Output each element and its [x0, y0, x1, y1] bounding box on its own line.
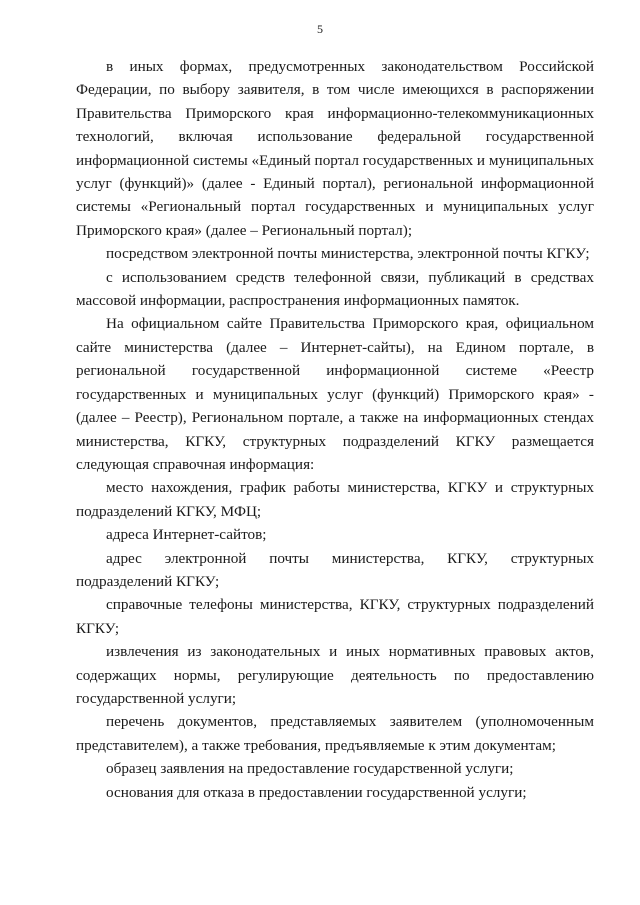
paragraph-document-list: перечень документов, представляемых заявителем (уполномоченным представителем), а также требования, предъявляемые к этим документам; — [76, 713, 594, 754]
paragraph-site-addresses: адреса Интернет-сайтов; — [106, 526, 267, 544]
paragraph-official-sites: На официальном сайте Правительства Приморского края, официальном сайте министерства (далее – Интернет-сайты), на Едином портале, в региональной государственной информационной системе «Реестр государственных и муниципальных услуг (функций) Приморского края» - (далее – Реестр), Региональном портале, а также на информационных стендах министерства, КГКУ, структурных подразделений КГКУ размещается следующая справочная информация: — [76, 315, 594, 473]
paragraph-legal-extracts: извлечения из законодательных и иных нормативных правовых актов, содержащих нормы, регулирующие деятельность по предоставлению государственной услуги; — [76, 643, 594, 707]
paragraph-location-schedule: место нахождения, график работы министерства, КГКУ и структурных подразделений КГКУ, МФЦ; — [76, 479, 594, 520]
paragraph-email: посредством электронной почты министерства, электронной почты КГКУ; — [106, 245, 590, 263]
paragraph-refusal-grounds: основания для отказа в предоставлении государственной услуги; — [106, 783, 527, 801]
page-number: 5 — [317, 22, 323, 36]
paragraph-telephone: с использованием средств телефонной связи, публикаций в средствах массовой информации, распространения информационных памяток. — [76, 268, 594, 310]
paragraph-application-sample: образец заявления на предоставление государственной услуги; — [106, 760, 514, 778]
paragraph-email-address: адрес электронной почты министерства, КГКУ, структурных подразделений КГКУ; — [76, 549, 594, 590]
paragraph-other-forms: в иных формах, предусмотренных законодательством Российской Федерации, по выбору заявителя, в том числе имеющихся в распоряжении Правительства Приморского края информационно-телекоммуникационных технологий, включая использование федеральной государственной информационной системы «Единый портал государственных и муниципальных услуг (функций)» (далее - Единый портал), региональной информационной системы «Региональный портал государственных и муниципальных услуг Приморского края» (далее – Региональный портал); — [76, 58, 594, 239]
paragraph-phones: справочные телефоны министерства, КГКУ, структурных подразделений КГКУ; — [76, 596, 594, 637]
document-body — [76, 55, 594, 804]
